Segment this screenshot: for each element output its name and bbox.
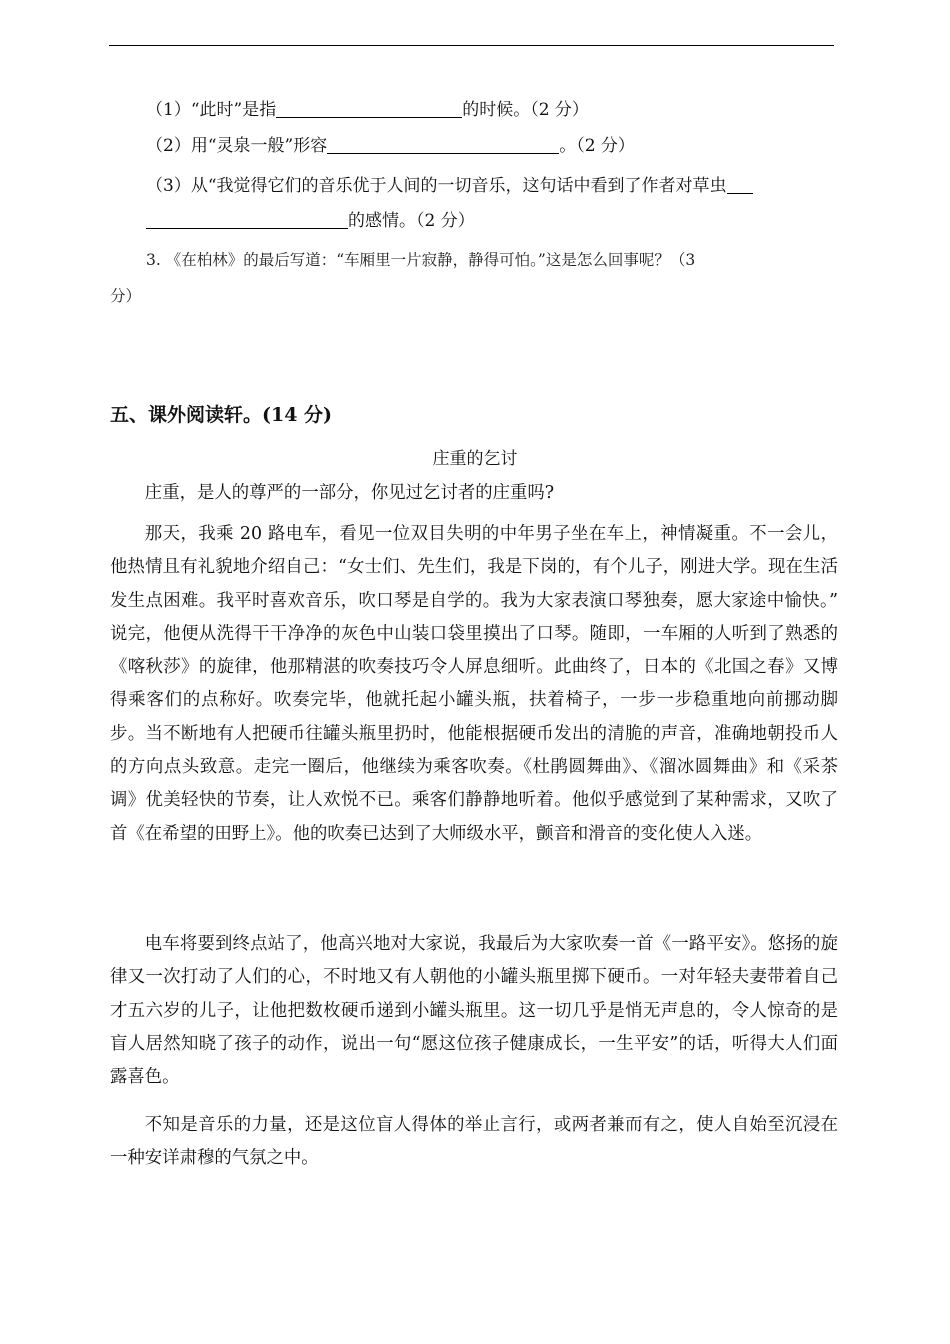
answer-blank-3a[interactable] [727,176,753,194]
answer-blank-1[interactable] [276,100,462,118]
header-rule [109,45,834,46]
question-4-line-1 [146,249,876,271]
question-2-prefix: （2）用“灵泉一般”形容 [146,136,328,156]
article-title: 庄重的乞讨 [432,449,518,469]
paragraph-4: 不知是音乐的力量，还是这位盲人得体的举止言行，或两者兼而有之，使人自始至沉浸在一种安详肃穆的气氛之中。 [110,1115,838,1169]
question-1-prefix: （1）“此时”是指 [146,100,277,120]
answer-blank-2[interactable] [327,136,559,154]
question-3-line-1 [146,175,876,197]
paragraph-1: 庄重，是人的尊严的一部分，你见过乞讨者的庄重吗? [144,483,555,503]
section-heading: 五、课外阅读轩。(14 分) [110,404,333,426]
answer-blank-3b[interactable] [146,211,348,229]
question-4-line-2 [110,285,840,307]
question-3-prefix: （3）从“我觉得它们的音乐优于人间的一切音乐，这句话中看到了作者对草虫 [146,176,727,196]
question-4-text: 3. 《在柏林》的最后写道：“车厢里一片寂静，静得可怕。”这是怎么回事呢？（3 [146,251,696,269]
question-1-suffix: 的时候。（2 分） [462,100,589,120]
question-3-line-2 [146,210,876,232]
question-2-suffix: 。（2 分） [559,136,635,156]
paragraph-2: 那天，我乘 20 路电车，看见一位双目失明的中年男子坐在车上，神情凝重。不一会儿，他热情且有礼貌地介绍自己：“女士们、先生们，我是下岗的，有个儿子，刚进大学。现在生活发生点困难。我平时喜欢音乐，吹口琴是自学的。我为大家表演口琴独奏，愿大家途中愉快。” 说完，他便从洗得干干净净的灰色中山装口袋里摸出了口琴。随即，一车厢的人听到了熟悉的《喀秋莎》的旋律，他那精湛的吹奏技巧令人屏息细听。此曲终了，日本的《北国之春》又博得乘客们的点称好。吹奏完毕，他就托起小罐头瓶，扶着椅子，一步一步稳重地向前挪动脚步。当不断地有人把硬币往罐头瓶里扔时，他能根据硬币发出的清脆的声音，准确地朝投币人的方向点头致意。走完一圈后，他继续为乘客吹奏。《杜鹃圆舞曲》、《溜冰圆舞曲》和《采茶调》优美轻快的节奏，让人欢悦不已。乘客们静静地听着。他似乎感觉到了某种需求，又吹了首《在希望的田野上》。他的吹奏已达到了大师级水平，颤音和滑音的变化使人入迷。 [110,524,838,844]
question-1 [146,99,876,121]
paragraph-3: 电车将要到终点站了，他高兴地对大家说，我最后为大家吹奏一首《一路平安》。悠扬的旋律又一次打动了人们的心，不时地又有人朝他的小罐头瓶里掷下硬币。一对年轻夫妻带着自己才五六岁的儿子，让他把数枚硬币递到小罐头瓶里。这一切几乎是悄无声息的，令人惊奇的是盲人居然知晓了孩子的动作，说出一句“愿这位孩子健康成长，一生平安”的话，听得大人们面露喜色。 [110,934,838,1088]
question-2 [146,135,876,157]
question-3-suffix: 的感情。（2 分） [348,211,475,231]
question-4-text-cont: 分） [110,287,142,305]
